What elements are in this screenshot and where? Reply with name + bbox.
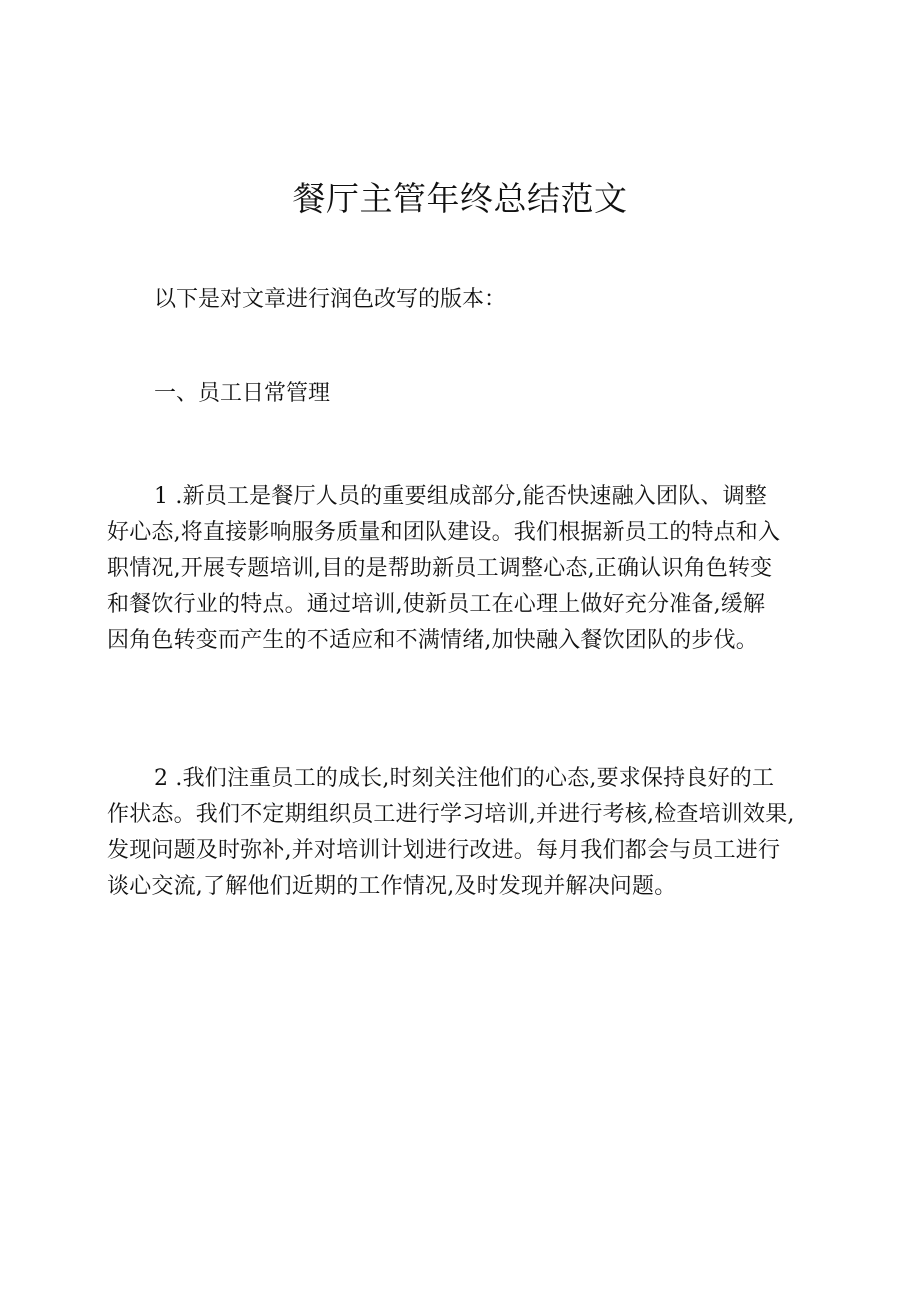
document-title: 餐厅主管年终总结范文 bbox=[292, 179, 628, 218]
paragraph-line: 职情况,开展专题培训,目的是帮助新员工调整心态,正确认识角色转变 bbox=[107, 556, 773, 581]
section-heading: 一、员工日常管理 bbox=[154, 381, 331, 406]
paragraph-1 bbox=[107, 479, 819, 659]
paragraph-line: 谈心交流,了解他们近期的工作情况,及时发现并解决问题。 bbox=[107, 874, 677, 899]
paragraph-line: 1 .新员工是餐厅人员的重要组成部分,能否快速融入团队、调整 bbox=[154, 484, 767, 509]
paragraph-line: 作状态。我们不定期组织员工进行学习培训,并进行考核,检查培训效果, bbox=[107, 802, 795, 827]
paragraph-line: 因角色转变而产生的不适应和不满情绪,加快融入餐饮团队的步伐。 bbox=[107, 628, 758, 653]
paragraph-line: 2 .我们注重员工的成长,时刻关注他们的心态,要求保持良好的工 bbox=[154, 766, 775, 791]
paragraph-line: 发现问题及时弥补,并对培训计划进行改进。每月我们都会与员工进行 bbox=[107, 838, 781, 863]
paragraph-line: 和餐饮行业的特点。通过培训,使新员工在心理上做好充分准备,缓解 bbox=[107, 592, 766, 617]
intro-text: 以下是对文章进行润色改写的版本： bbox=[154, 287, 507, 312]
paragraph-2 bbox=[107, 761, 819, 905]
paragraph-line: 好心态,将直接影响服务质量和团队建设。我们根据新员工的特点和入 bbox=[107, 520, 781, 545]
